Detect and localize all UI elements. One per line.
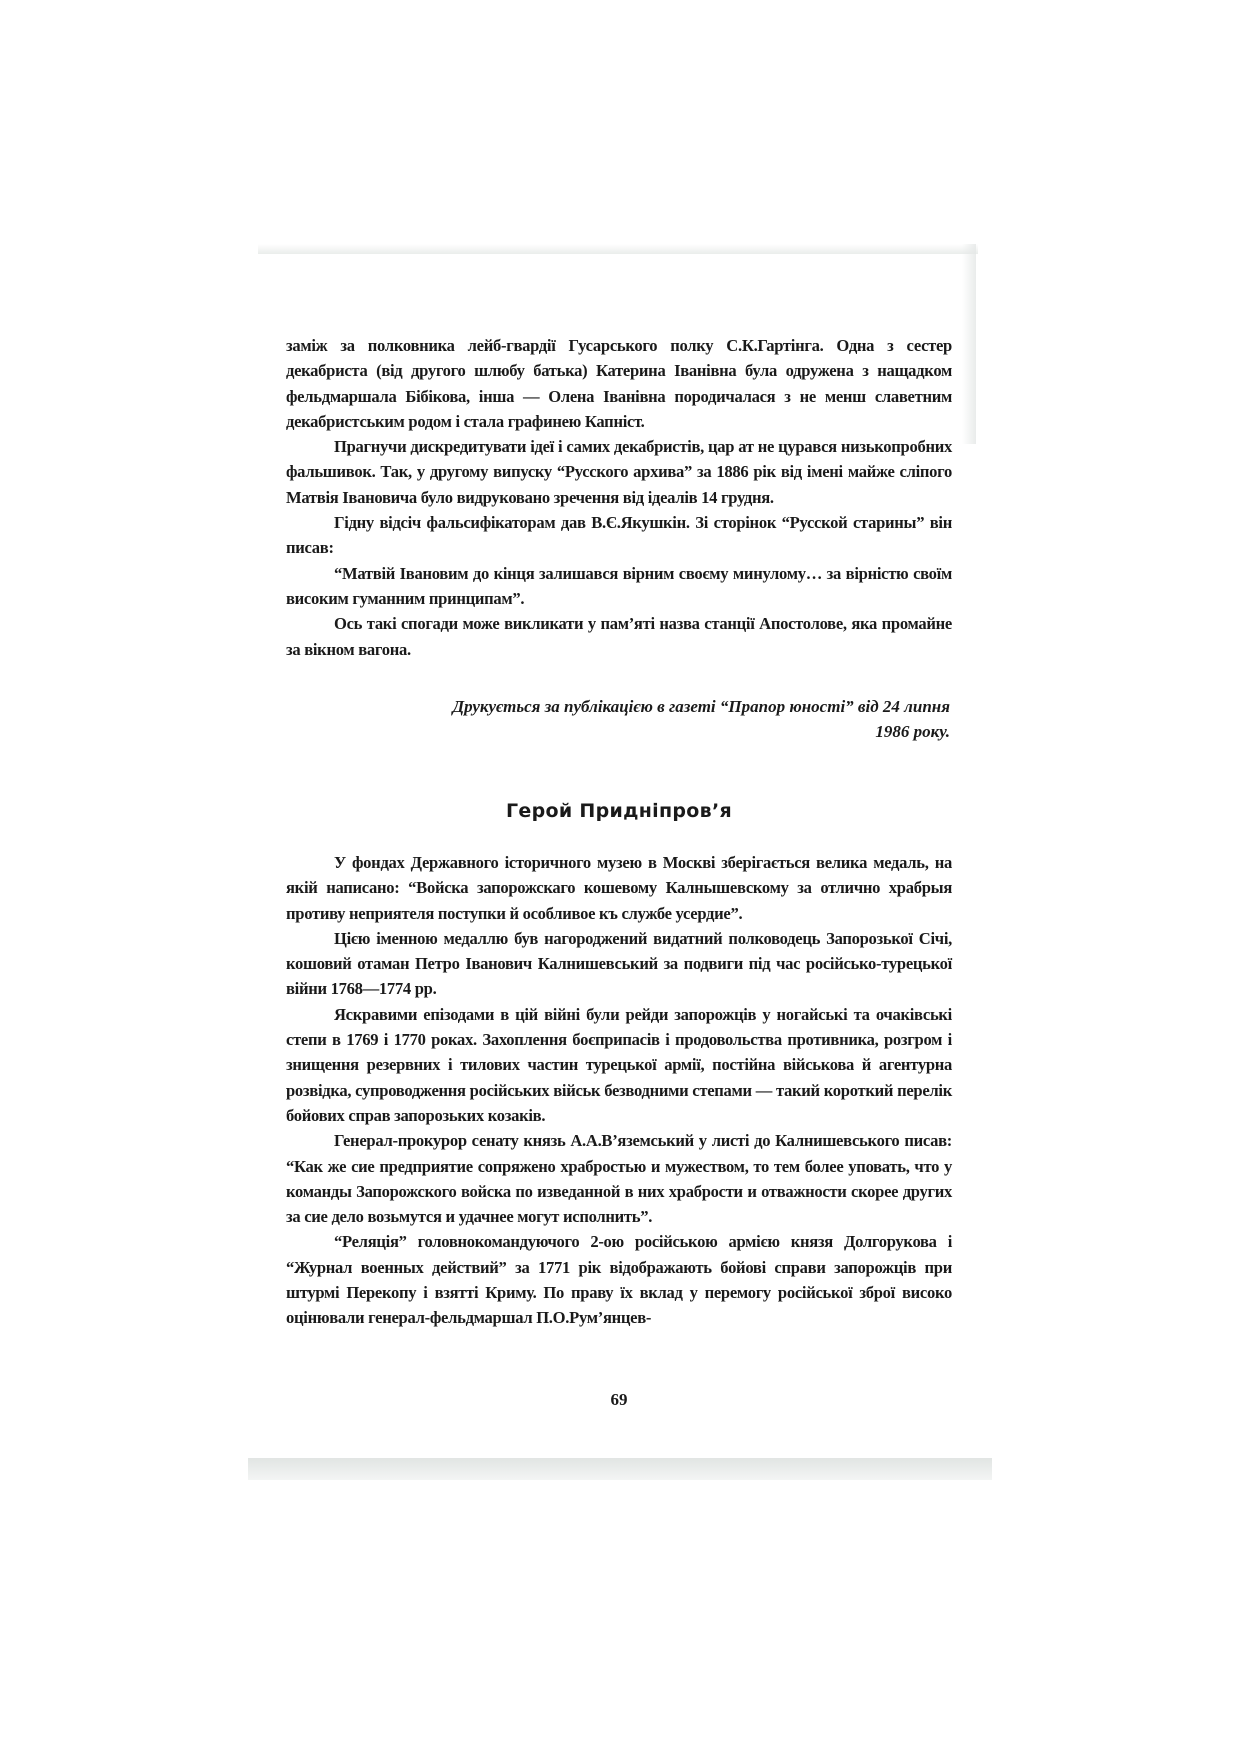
page-number: 69 xyxy=(610,1390,628,1409)
source-note: Друкується за публікацією в газеті “Прапор юності” від 24 липня 1986 року. xyxy=(452,697,950,741)
paragraph-yakushkin: Гідну відсіч фальсифікаторам дав В.Є.Якушкін. Зі сторінок “Русской старины” він писав: xyxy=(286,513,952,558)
top-text-block xyxy=(286,333,952,662)
paragraph-relation: “Реляція” головнокомандуючого 2-ою російською армією князя Долгорукова і “Журнал военных действий” за 1771 рік відображають бойові справи запорожців при штурмі Перекопу і взятті Криму. По праву їх вклад у перемогу російської зброї високо оцінювали генерал-фельдмаршал П.О.Рум’янцев- xyxy=(286,1232,952,1328)
scan-shadow-right xyxy=(962,244,976,444)
paragraph-discredit: Прагнучи дискредитувати ідеї і самих декабристів, цар ат не цурався низькопробних фальшивок. Так, у другому випуску “Русского архива” за 1886 рік від імені майже сліпого Матвія Івановича було видруковано зречення від ідеалів 14 грудня. xyxy=(286,437,952,507)
section-title: Герой Придніпров’я xyxy=(506,800,732,822)
source-note-block xyxy=(420,694,950,744)
paragraph-memories: Ось такі спогади може викликати у пам’яті назва станції Апостолове, яка промайне за вікном вагона. xyxy=(286,614,952,659)
paragraph-continuation: заміж за полковника лейб-гвардії Гусарського полку С.К.Гартінга. Одна з сестер декабриста (від другого шлюбу батька) Катерина Іванівна була одружена з нащадком фельдмаршала Бібікова, інша — Олена Іванівна породичалася з не менш славетним декабристським родом і стала графинею Капніст. xyxy=(286,336,952,431)
paragraph-quote: “Матвій Івановим до кінця залишався вірним своєму минулому… за вірністю своїм високим гуманним принципам”. xyxy=(286,563,952,608)
scan-shadow-top xyxy=(258,244,978,254)
paragraph-raids: Яскравими епізодами в цій війні були рейди запорожців у ногайські та очаківські степи в 1769 і 1770 роках. Захоплення боєприпасів і продовольства противника, розгром і знищення резервних і тилових частин турецької армії, постійна військова й агентурна розвідка, супроводження російських військ безводними степами — такий короткий перелік бойових справ запорозьких козаків. xyxy=(286,1004,952,1125)
paragraph-prosecutor-letter: Генерал-прокурор сенату князь А.А.В’яземський у листі до Калнишевського писав: “Как же сие предприятие сопряжено храбростью и мужеством, то тем более уповать, что у команды Запорожского войска по изведанной в них храбрости и отважности скорее других за сие дело возьмутся и удачнее могут исполнить”. xyxy=(286,1131,952,1227)
paragraph-awarded: Цією іменною медаллю був нагороджений видатний полководець Запорозької Січі, кошовий отаман Петро Іванович Калнишевський за подвиги під час російсько-турецької війни 1768—1774 рр. xyxy=(286,928,952,999)
bottom-text-block xyxy=(286,850,952,1331)
paragraph-medal: У фондах Державного історичного музею в Москві зберігається велика медаль, на якій написано: “Войска запорожскаго кошевому Калнышевскому за отлично храбрыя противу неприятеля поступки й особливое къ службе усердие”. xyxy=(286,853,952,923)
scan-shadow-bottom xyxy=(248,1458,992,1480)
